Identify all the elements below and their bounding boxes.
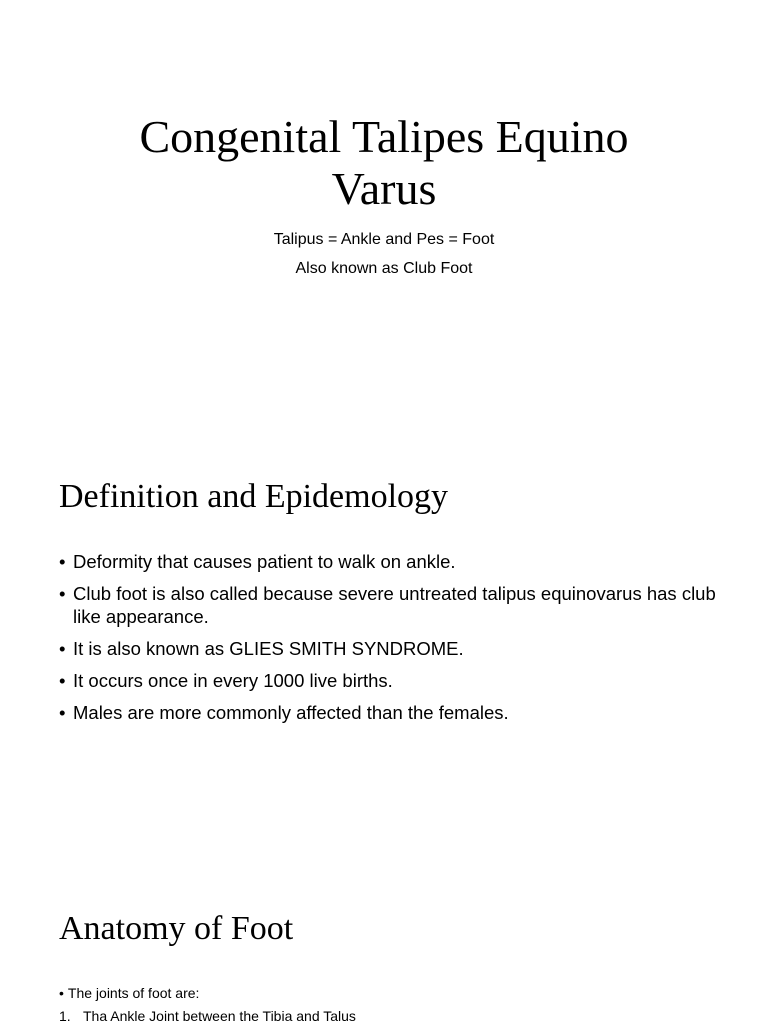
slide-heading: Definition and Epidemology [59, 478, 449, 515]
bullet-icon: • [59, 551, 66, 572]
subtitle-line-1: Talipus = Ankle and Pes = Foot [273, 231, 495, 248]
bullet-item [59, 701, 739, 724]
item-number: 1. [59, 1008, 71, 1024]
bullet-text: It occurs once in every 1000 live births. [73, 670, 393, 691]
bullet-item [59, 669, 739, 692]
slide-definition [0, 432, 768, 864]
bullet-icon: • [59, 583, 66, 604]
bullet-item [59, 582, 739, 628]
slide-heading: Anatomy of Foot [59, 910, 294, 947]
intro-bullet [59, 984, 199, 1002]
bullet-item [59, 637, 739, 660]
presentation-title: Congenital Talipes Equino Varus [139, 111, 629, 214]
slide-anatomy [0, 864, 768, 1024]
numbered-item [59, 1007, 356, 1024]
bullet-icon: • [59, 702, 66, 723]
slide-title [0, 0, 768, 432]
bullet-list [59, 550, 739, 733]
bullet-item [59, 550, 739, 573]
bullet-text: The joints of foot are: [67, 985, 200, 1001]
item-text: Tha Ankle Joint between the Tibia and Talus [83, 1008, 356, 1024]
bullet-text: Club foot is also called because severe untreated talipus equinovarus has club like appearance. [73, 583, 716, 627]
subtitle-line-2: Also known as Club Foot [295, 260, 473, 277]
bullet-text: Deformity that causes patient to walk on ankle. [73, 551, 456, 572]
bullet-text: Males are more commonly affected than the females. [73, 702, 509, 723]
bullet-text: It is also known as GLIES SMITH SYNDROME. [73, 638, 464, 659]
bullet-icon: • [59, 638, 66, 659]
bullet-icon: • [59, 985, 64, 1001]
bullet-icon: • [59, 670, 66, 691]
